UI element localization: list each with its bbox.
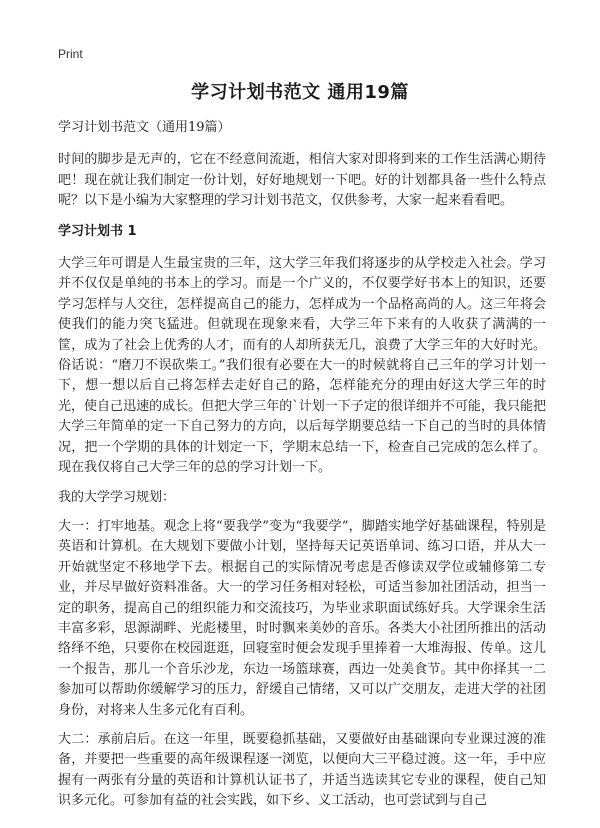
intro-paragraph: 时间的脚步是无声的，它在不经意间流逝，相信大家对即将到来的工作生活满心期待吧！现在就让我们制定一份计划，好好地规划一下吧。好的计划都具备一些什么特点呢？以下是小编为大家整理的学习计划书范文，仅供参考，大家一起来看看吧。 — [58, 152, 546, 209]
body-paragraph: 大一：打牢地基。观念上将“要我学”变为“我要学”，脚踏实地学好基础课程，特别是英语和计算机。在大规划下要做小计划，坚持每天记英语单词、练习口语，并从大一开始就坚定不移地学下去。根据自己的实际情况考虑是否修读双学位或辅修第二专业，并尽早做好资料准备。大一的学习任务相对轻松，可适当参加社团活动，担当一定的职务，提高自己的组织能力和交流技巧，为毕业求职面试练好兵。大学课余生活丰富多彩，思源湖畔、光彪楼里，时时飘来美妙的音乐。各类大小社团所推出的活动络绎不绝，只要你在校园逛逛，回寝室时便会发现手里捧着一大堆海报、传单。这儿一个报告，那儿一个音乐沙龙，东边一场篮球赛，西边一处美食节。其中你择其一二参加可以帮助你缓解学习的压力，舒缓自己情绪，又可以广交朋友，走进大学的社团身份，对将来人生多元化有百利。 — [58, 518, 546, 718]
print-label[interactable]: Print — [58, 47, 83, 61]
body-paragraph: 大二：承前启后。在这一年里，既要稳抓基础，又要做好由基础课向专业课过渡的准备，并要把一些重要的高年级课程逐一浏览，以便向大三平稳过渡。这一年，手中应握有一两张有分量的英语和计算机认证书了，并适当选读其它专业的课程，使自己知识多元化。可参加有益的社会实践，如下乡、义工活动，也可尝试到与自己 — [58, 731, 546, 809]
document-title: 学习计划书范文 通用19篇 — [191, 82, 409, 103]
body-paragraph: 我的大学学习规划： — [58, 489, 176, 505]
document-subtitle: 学习计划书范文（通用19篇） — [58, 120, 231, 135]
body-paragraph: 大学三年可谓是人生最宝贵的三年，这大学三年我们将逐步的从学校走入社会。学习并不仅仅是单纯的书本上的学习。而是一个广义的，不仅要学好书本上的知识，还要学习怎样与人交往，怎样提高自己的能力，怎样成为一个品格高尚的人。这三年将会使我们的能力突飞猛进。但就现在现象来看，大学三年下来有的人收获了满满的一筐，成为了社会上优秀的人才，而有的人却所获无几，浪费了大学三年的大好时光。俗话说：“磨刀不误砍柴工。”我们很有必要在大一的时候就将自己三年的学习计划一下，想一想以后自己将怎样去走好自己的路，怎样能充分的理由好这大学三年的时光，使自己迅速的成长。但把大学三年的`计划一下子定的很详细并不可能，我只能把大学三年简单的定一下自己努力的方向，以后每学期要总结一下自己的当时的具体情况，把一个学期的具体的计划定一下，学期末总结一下，检查自己完成的怎么样了。现在我仅将自己大学三年的总的学习计划一下。 — [58, 256, 546, 476]
section-heading: 学习计划书 1 — [58, 223, 137, 239]
document-body — [58, 118, 546, 821]
